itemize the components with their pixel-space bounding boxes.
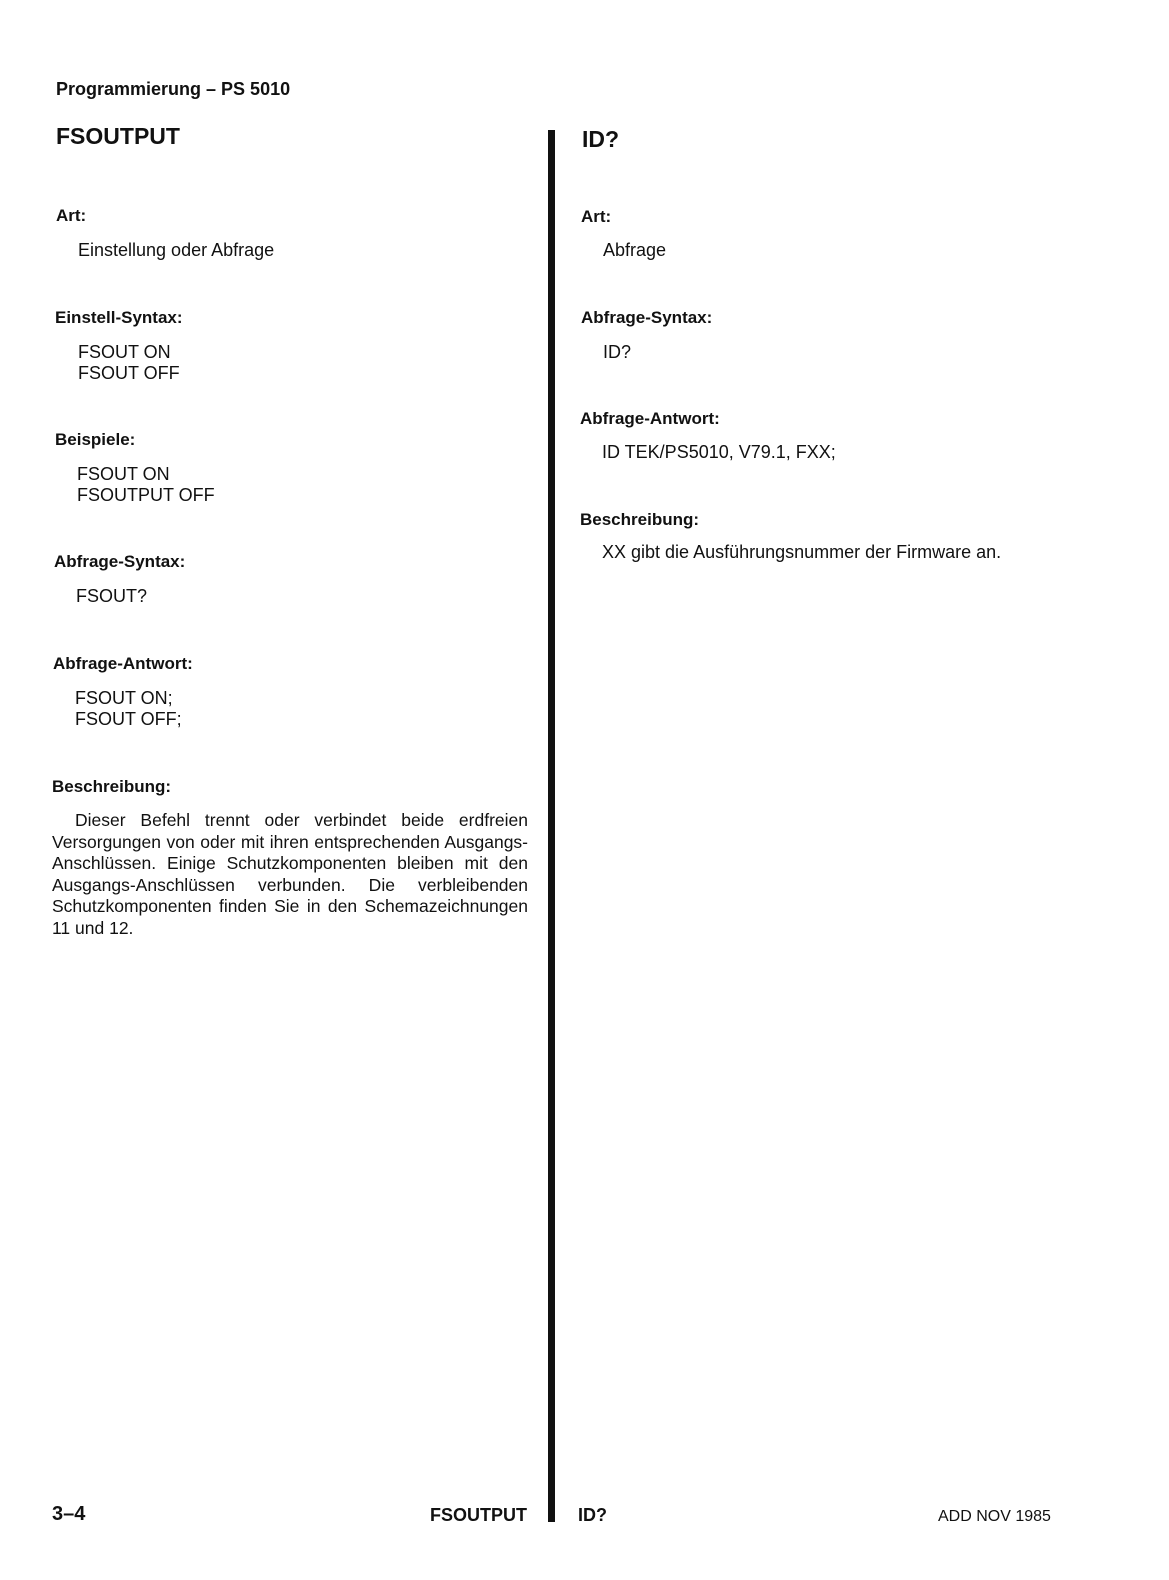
example-line: FSOUT ON [77, 464, 170, 484]
example-line: FSOUTPUT OFF [77, 485, 215, 505]
page-number: 3–4 [52, 1503, 86, 1525]
art-label: Art: [581, 207, 612, 226]
running-header: Programmierung – PS 5010 [56, 79, 291, 99]
query-syntax-label: Abfrage-Syntax: [581, 308, 713, 327]
column-divider [548, 130, 555, 1522]
description-paragraph: XX gibt die Ausführungsnummer der Firmware an. [602, 542, 1002, 562]
query-answer-value: ID TEK/PS5010, V79.1, FXX; [602, 442, 836, 462]
query-answer-line: FSOUT ON; [75, 688, 173, 708]
footer-right-command: ID? [578, 1505, 607, 1525]
query-syntax-label: Abfrage-Syntax: [54, 552, 186, 571]
set-syntax-line: FSOUT ON [78, 342, 171, 362]
query-answer-label: Abfrage-Antwort: [580, 409, 720, 428]
query-syntax-value: FSOUT? [76, 586, 148, 606]
art-value: Einstellung oder Abfrage [78, 240, 275, 260]
set-syntax-block [78, 342, 180, 384]
query-syntax-value: ID? [603, 342, 632, 362]
query-answer-line: FSOUT OFF; [75, 709, 182, 729]
art-value: Abfrage [603, 240, 667, 260]
command-title-fsoutput: FSOUTPUT [56, 123, 180, 149]
art-label: Art: [56, 206, 87, 225]
command-title-id: ID? [582, 126, 620, 152]
revision-date: ADD NOV 1985 [938, 1508, 1051, 1525]
footer-left-command: FSOUTPUT [430, 1505, 527, 1525]
set-syntax-label: Einstell-Syntax: [55, 308, 183, 327]
description-paragraph: Dieser Befehl trennt oder verbindet beide erdfreien Versorgungen von oder mit ihren entsprechenden Ausgangs-Anschlüssen. Einige Schutzkomponenten bleiben mit den Ausgangs-Anschlüssen verbunden. Die verbleibenden Schutzkomponenten finden Sie in den Schemazeichnungen 11 und 12. [52, 810, 528, 938]
examples-label: Beispiele: [55, 430, 136, 449]
examples-block [77, 464, 215, 506]
description-label: Beschreibung: [580, 510, 700, 529]
set-syntax-line: FSOUT OFF [78, 363, 180, 383]
query-answer-label: Abfrage-Antwort: [53, 654, 193, 673]
query-answer-block [75, 688, 182, 730]
footer-divider-mark [548, 1507, 555, 1522]
description-label: Beschreibung: [52, 777, 172, 796]
